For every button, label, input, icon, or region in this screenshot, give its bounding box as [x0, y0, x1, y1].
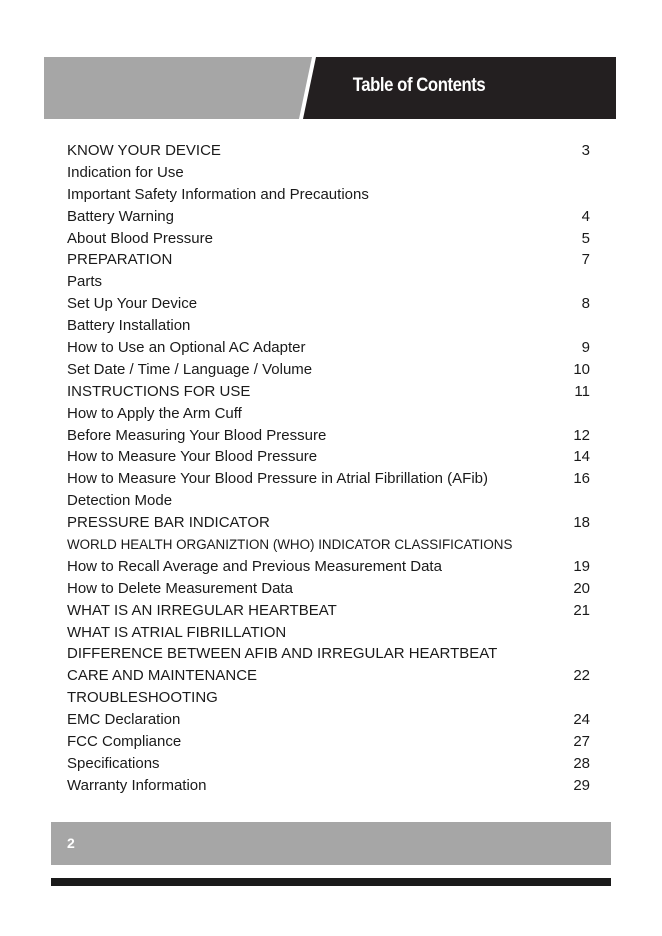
toc-entry — [67, 446, 592, 468]
toc-entry-page: 3 — [581, 142, 590, 159]
toc-entry-page: 11 — [574, 382, 590, 400]
toc-entry-title: Battery Warning — [67, 207, 174, 225]
toc-entry-title: Specifications — [67, 754, 160, 772]
toc-entry-page: 18 — [573, 514, 590, 532]
toc-entry — [67, 271, 592, 293]
toc-entry-page: 5 — [581, 229, 590, 247]
toc-entry-title: EMC Declaration — [67, 711, 181, 729]
toc-entry — [67, 381, 592, 403]
toc-entry-title: How to Measure Your Blood Pressure in Atrial Fibrillation (AFib) — [67, 470, 489, 488]
toc-entry-title: How to Measure Your Blood Pressure — [67, 448, 318, 466]
toc-entry — [67, 359, 592, 381]
toc-entry-page: 28 — [573, 754, 590, 772]
toc-entry-title: How to Use an Optional AC Adapter — [67, 339, 306, 357]
page-title: Table of Contents — [352, 75, 486, 96]
toc-entry — [67, 622, 592, 644]
toc-entry-page: 29 — [573, 776, 590, 794]
toc-entry-title: Battery Installation — [67, 317, 191, 335]
toc-entry-title: Set Up Your Device — [67, 295, 198, 313]
toc-entry — [67, 600, 592, 622]
header-band-shape — [44, 57, 616, 119]
toc-entry-title: WHAT IS AN IRREGULAR HEARTBEAT — [67, 601, 337, 619]
toc-entry — [67, 425, 592, 447]
toc-entry — [67, 578, 592, 600]
toc-entry — [67, 228, 592, 250]
toc-entry-title: How to Delete Measurement Data — [67, 579, 293, 597]
toc-entry-title: Important Safety Information and Precautions — [67, 185, 369, 203]
toc-entry-title: Parts — [67, 273, 103, 291]
table-of-contents — [67, 140, 592, 797]
toc-entry-page: 27 — [573, 733, 590, 751]
toc-entry-title: CARE AND MAINTENANCE — [67, 667, 258, 685]
toc-entry-page: 14 — [573, 448, 590, 466]
toc-entry — [67, 293, 592, 315]
toc-entry-page: 4 — [581, 207, 590, 225]
toc-entry-title: About Blood Pressure — [67, 229, 213, 247]
toc-entry-page: 19 — [573, 557, 590, 575]
toc-entry-title: TROUBLESHOOTING — [67, 689, 218, 707]
toc-entry — [67, 337, 592, 359]
toc-entry — [67, 249, 592, 271]
toc-entry-title: How to Apply the Arm Cuff — [67, 404, 242, 422]
toc-entry-title: Before Measuring Your Blood Pressure — [67, 426, 327, 444]
toc-entry — [67, 556, 592, 578]
toc-entry — [67, 665, 592, 687]
toc-entry-page: 24 — [573, 711, 590, 729]
toc-entry — [67, 184, 592, 206]
toc-entry — [67, 490, 592, 512]
toc-entry-title: Warranty Information — [67, 776, 207, 794]
toc-entry-page: 16 — [573, 470, 590, 488]
toc-entry-title: INSTRUCTIONS FOR USE — [67, 382, 251, 400]
toc-entry — [67, 709, 592, 731]
toc-entry — [67, 775, 592, 797]
toc-entry-page: 22 — [573, 667, 590, 685]
toc-entry-title: Indication for Use — [67, 163, 184, 181]
toc-entry-page: 10 — [573, 360, 590, 378]
page-number: 2 — [67, 835, 75, 851]
toc-entry — [67, 753, 592, 775]
toc-entry-page: 8 — [581, 295, 590, 313]
header-band-light — [44, 57, 312, 119]
toc-entry — [67, 731, 592, 753]
toc-entry-title: Set Date / Time / Language / Volume — [67, 360, 313, 378]
bottom-rule — [51, 878, 611, 886]
toc-entry-title: PRESSURE BAR INDICATOR — [67, 514, 270, 532]
toc-entry — [67, 206, 592, 228]
toc-entry — [67, 315, 592, 337]
toc-entry-page: 7 — [581, 251, 590, 269]
toc-entry-title: Detection Mode — [67, 492, 173, 510]
toc-entry — [67, 403, 592, 425]
toc-entry-page: 9 — [581, 339, 590, 357]
toc-entry-title: PREPARATION — [67, 251, 173, 269]
toc-entry-title: KNOW YOUR DEVICE — [67, 142, 221, 159]
toc-entry-page: 21 — [573, 601, 590, 619]
toc-entry — [67, 687, 592, 709]
toc-entry — [67, 468, 592, 490]
footer-bar — [51, 822, 611, 865]
toc-entry-title: WHAT IS ATRIAL FIBRILLATION — [67, 623, 287, 641]
toc-entry-title: How to Recall Average and Previous Measurement Data — [67, 557, 442, 575]
toc-entry-title: FCC Compliance — [67, 733, 182, 751]
toc-entry — [67, 140, 592, 162]
toc-entry — [67, 534, 592, 556]
toc-entry-page: 12 — [573, 426, 590, 444]
toc-entry-title: DIFFERENCE BETWEEN AFIB AND IRREGULAR HEARTBEAT — [67, 645, 498, 663]
toc-entry-page: 20 — [573, 579, 590, 597]
toc-entry-title: WORLD HEALTH ORGANIZTION (WHO) INDICATOR CLASSIFICATIONS — [67, 537, 513, 553]
toc-entry — [67, 162, 592, 184]
toc-entry — [67, 643, 592, 665]
toc-entry — [67, 512, 592, 534]
header-band — [44, 57, 616, 119]
